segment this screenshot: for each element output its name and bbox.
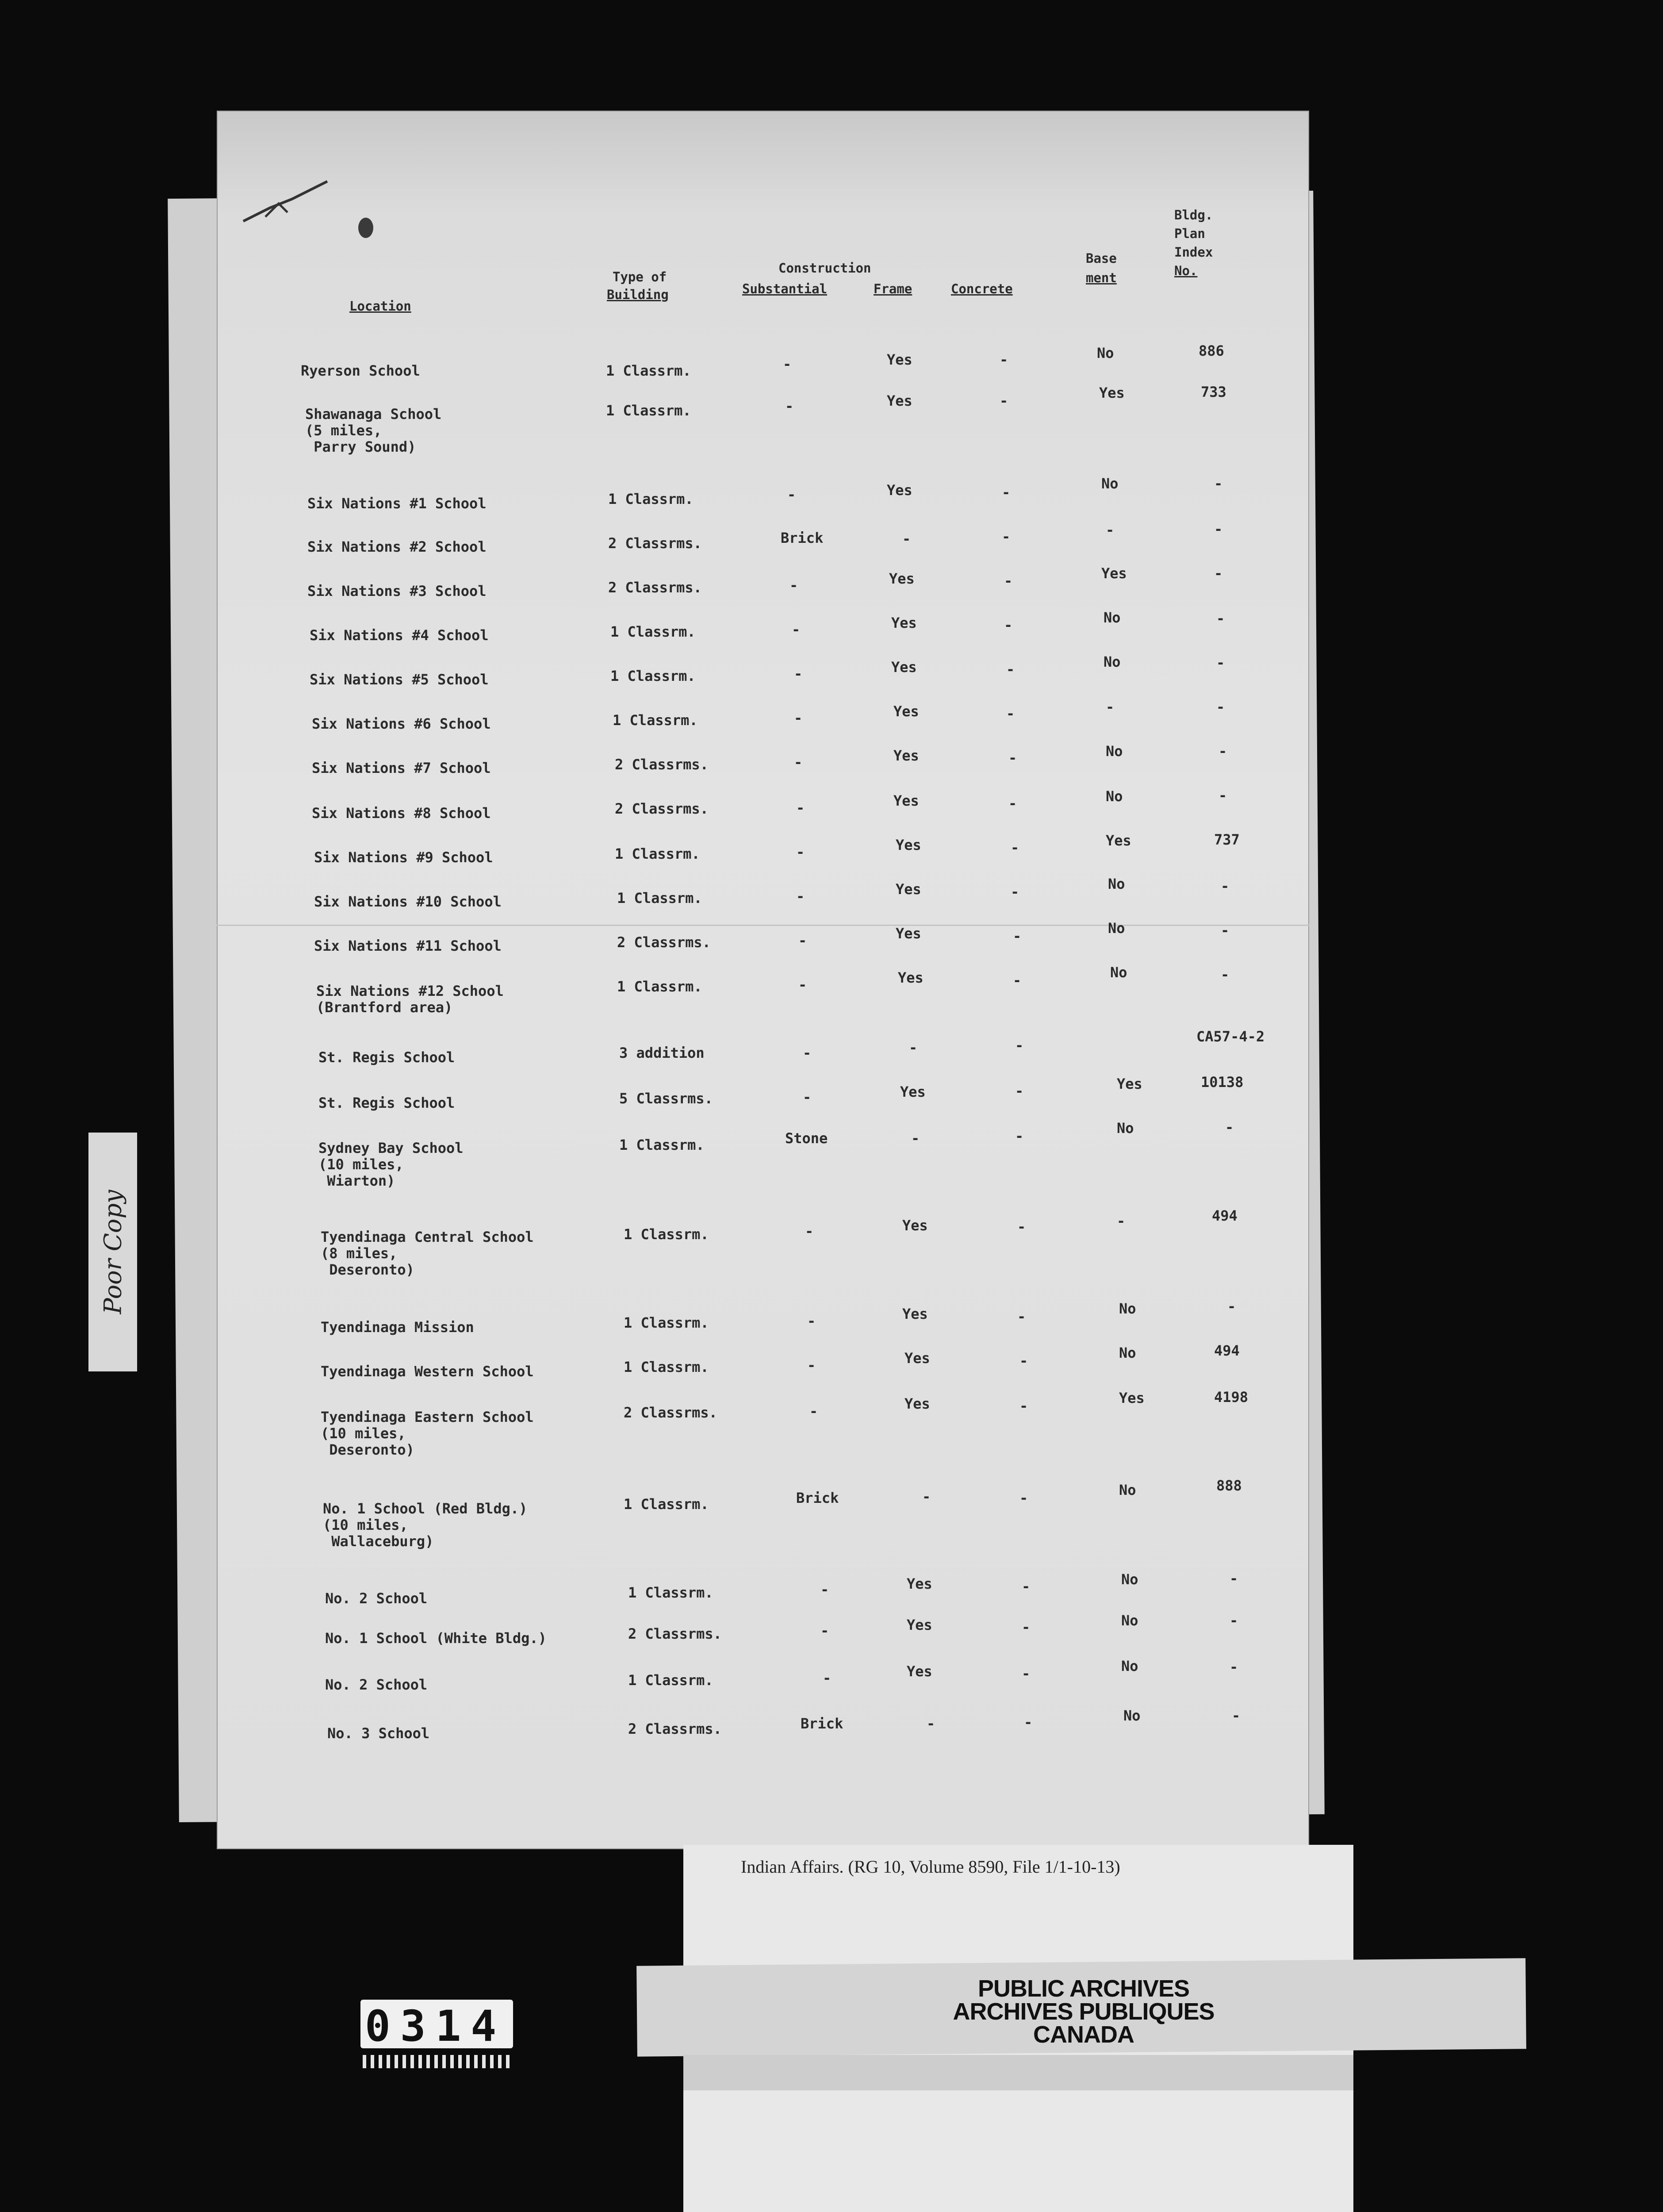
cell-type: 1 Classrm. xyxy=(615,845,700,862)
cell-index: 10138 xyxy=(1201,1074,1244,1091)
cell-substantial: - xyxy=(787,486,796,503)
cell-basement: No xyxy=(1104,609,1121,626)
cell-basement: No xyxy=(1106,743,1123,760)
cell-frame: Yes xyxy=(891,659,917,676)
cell-location: Six Nations #3 School xyxy=(307,583,487,599)
cell-substantial: - xyxy=(798,976,807,993)
punch-hole xyxy=(358,218,373,238)
cell-location: Tyendinaga Mission xyxy=(321,1319,474,1336)
cell-frame: Yes xyxy=(893,792,919,809)
cell-concrete: - xyxy=(1017,1308,1026,1325)
cell-concrete: - xyxy=(1004,572,1013,589)
cell-type: 1 Classrm. xyxy=(624,1226,709,1243)
cell-basement: No xyxy=(1117,1120,1134,1137)
cell-type: 2 Classrms. xyxy=(628,1720,722,1737)
cell-frame: Yes xyxy=(893,747,919,764)
header-basement-line1: Base xyxy=(1086,251,1117,266)
cell-concrete: - xyxy=(1000,392,1008,409)
header-type-line2: Building xyxy=(607,287,669,302)
cell-index: - xyxy=(1221,922,1230,939)
cell-location: Tyendinaga Western School xyxy=(321,1363,534,1380)
cell-concrete: - xyxy=(1015,1037,1024,1054)
cell-type: 2 Classrms. xyxy=(615,756,709,773)
cell-substantial: - xyxy=(789,577,798,594)
header-frame: Frame xyxy=(874,281,912,296)
cell-frame: Yes xyxy=(902,1306,928,1322)
cell-frame: Yes xyxy=(887,392,912,409)
cell-basement: - xyxy=(1106,522,1115,538)
cell-index: 733 xyxy=(1201,384,1226,400)
cell-frame: Yes xyxy=(907,1575,932,1592)
cell-type: 1 Classrm. xyxy=(628,1672,713,1689)
cell-type: 5 Classrms. xyxy=(619,1090,713,1107)
cell-basement: No xyxy=(1106,788,1123,805)
cell-basement: No xyxy=(1097,345,1114,361)
cell-frame: - xyxy=(922,1488,931,1505)
cell-substantial: Brick xyxy=(781,530,824,546)
cell-concrete: - xyxy=(1019,1490,1028,1506)
reference-text: Indian Affairs. (RG 10, Volume 8590, File 1/1-10-13) xyxy=(741,1857,1120,1877)
cell-type: 2 Classrms. xyxy=(624,1404,717,1421)
cell-type: 1 Classrm. xyxy=(610,623,696,640)
cell-location: Shawanaga School (5 miles, Parry Sound) xyxy=(305,406,442,455)
cell-index: 494 xyxy=(1212,1207,1238,1224)
cell-concrete: - xyxy=(1011,839,1019,856)
cell-type: 2 Classrms. xyxy=(617,934,711,951)
header-concrete: Concrete xyxy=(951,281,1013,296)
cell-substantial: - xyxy=(820,1622,829,1639)
cell-type: 1 Classrm. xyxy=(617,890,702,906)
header-index-line4: No. xyxy=(1174,263,1198,278)
header-index-line2: Plan xyxy=(1174,226,1205,241)
cell-basement: No xyxy=(1101,475,1119,492)
frame-ruler xyxy=(363,2055,513,2068)
frame-number: 0314 xyxy=(365,2001,506,2051)
stamp-line-2: ARCHIVES PUBLIQUES xyxy=(953,1998,1215,2025)
cell-location: Ryerson School xyxy=(301,362,420,379)
cell-frame: Yes xyxy=(907,1663,932,1680)
cell-index: - xyxy=(1216,654,1225,671)
cell-frame: - xyxy=(927,1715,935,1732)
cell-substantial: - xyxy=(809,1403,818,1420)
cell-frame: Yes xyxy=(887,351,912,368)
cell-index: - xyxy=(1232,1707,1241,1724)
cell-index: 737 xyxy=(1214,831,1240,848)
cell-frame: - xyxy=(911,1130,920,1147)
cell-basement: Yes xyxy=(1119,1390,1145,1406)
cell-basement: No xyxy=(1121,1658,1138,1674)
cell-location: Six Nations #2 School xyxy=(307,538,487,555)
cell-substantial: - xyxy=(794,754,803,771)
cell-index: - xyxy=(1214,521,1223,538)
header-index-line3: Index xyxy=(1174,245,1213,260)
handwritten-corner-mark xyxy=(239,173,336,239)
cell-index: - xyxy=(1230,1570,1238,1587)
cell-substantial: - xyxy=(796,844,805,860)
poor-copy-text: Poor Copy xyxy=(99,1190,127,1314)
cell-basement: No xyxy=(1108,876,1125,892)
cell-substantial: - xyxy=(803,1089,812,1106)
stamp-line-1: PUBLIC ARCHIVES xyxy=(977,1975,1190,2002)
cell-substantial: Stone xyxy=(785,1130,828,1147)
cell-concrete: - xyxy=(1008,795,1017,812)
cell-substantial: - xyxy=(807,1313,816,1329)
cell-type: 1 Classrm. xyxy=(606,402,691,419)
cell-index: 888 xyxy=(1216,1477,1242,1494)
cell-frame: Yes xyxy=(893,703,919,720)
cell-basement: Yes xyxy=(1106,832,1131,849)
cell-frame: Yes xyxy=(907,1617,932,1633)
cell-location: No. 2 School xyxy=(325,1676,428,1693)
cell-location: St. Regis School xyxy=(318,1049,455,1066)
cell-index: - xyxy=(1216,699,1225,715)
cell-concrete: - xyxy=(1002,528,1011,545)
cell-substantial: - xyxy=(796,888,805,905)
cell-concrete: - xyxy=(1013,928,1022,945)
cell-frame: - xyxy=(909,1039,918,1056)
cell-basement: - xyxy=(1106,699,1115,715)
cell-concrete: - xyxy=(1006,705,1015,722)
cell-location: Six Nations #11 School xyxy=(314,937,502,954)
cell-frame: Yes xyxy=(900,1083,926,1100)
cell-index: - xyxy=(1225,1119,1234,1136)
cell-concrete: - xyxy=(1006,661,1015,678)
cell-substantial: - xyxy=(796,799,805,816)
cell-substantial: - xyxy=(794,710,803,726)
cell-substantial: - xyxy=(798,932,807,949)
cell-substantial: - xyxy=(805,1223,814,1240)
cell-basement: - xyxy=(1117,1213,1126,1229)
cell-basement: No xyxy=(1119,1344,1136,1361)
cell-concrete: - xyxy=(1002,484,1011,501)
cell-concrete: - xyxy=(1019,1398,1028,1414)
cell-type: 1 Classrm. xyxy=(624,1359,709,1375)
cell-concrete: - xyxy=(1024,1714,1033,1731)
cell-location: Six Nations #4 School xyxy=(310,627,489,644)
cell-substantial: Brick xyxy=(801,1715,843,1732)
cell-basement: Yes xyxy=(1099,384,1125,401)
cell-location: Tyendinaga Eastern School (10 miles, Deseronto) xyxy=(321,1409,534,1458)
cell-frame: Yes xyxy=(896,881,921,898)
cell-index: - xyxy=(1219,743,1227,760)
cell-frame: - xyxy=(902,530,911,547)
cell-basement: Yes xyxy=(1101,565,1127,582)
header-type-line1: Type of xyxy=(613,269,667,284)
cell-location: Sydney Bay School (10 miles, Wiarton) xyxy=(318,1140,464,1189)
cell-substantial: - xyxy=(783,356,792,373)
cell-type: 3 addition xyxy=(619,1045,705,1061)
cell-substantial: - xyxy=(792,621,801,638)
cell-concrete: - xyxy=(1022,1665,1031,1682)
cell-type: 1 Classrm. xyxy=(619,1137,705,1153)
stamp-line-3: CANADA xyxy=(1033,2021,1134,2048)
cell-location: No. 2 School xyxy=(325,1590,428,1607)
cell-type: 1 Classrm. xyxy=(606,362,691,379)
frame-number-plate xyxy=(360,2000,513,2051)
cell-concrete: - xyxy=(1022,1619,1031,1636)
cell-frame: Yes xyxy=(904,1350,930,1367)
cell-index: - xyxy=(1230,1659,1238,1675)
cell-concrete: - xyxy=(1011,883,1019,900)
cell-frame: Yes xyxy=(889,570,915,587)
cell-type: 1 Classrm. xyxy=(617,978,702,995)
cell-location: Tyendinaga Central School (8 miles, Deseronto) xyxy=(321,1229,534,1278)
cell-basement: No xyxy=(1123,1707,1141,1724)
poor-copy-tag xyxy=(88,1133,137,1371)
cell-index: 4198 xyxy=(1214,1389,1249,1406)
cell-substantial: - xyxy=(794,665,803,682)
cell-index: 886 xyxy=(1199,342,1224,359)
cell-basement: No xyxy=(1108,920,1125,937)
cell-frame: Yes xyxy=(887,482,912,499)
cell-type: 2 Classrms. xyxy=(615,800,709,817)
cell-index: - xyxy=(1221,966,1230,983)
cell-concrete: - xyxy=(1000,351,1008,368)
header-location: Location xyxy=(349,299,411,314)
cell-index: - xyxy=(1216,610,1225,627)
cell-location: Six Nations #12 School (Brantford area) xyxy=(316,983,504,1016)
cell-frame: Yes xyxy=(904,1395,930,1412)
cell-basement: No xyxy=(1119,1300,1136,1317)
cell-index: - xyxy=(1219,787,1227,804)
header-index-line1: Bldg. xyxy=(1174,207,1213,223)
cell-frame: Yes xyxy=(896,837,921,853)
cell-type: 1 Classrm. xyxy=(610,668,696,684)
cell-location: St. Regis School xyxy=(318,1094,455,1111)
cell-frame: Yes xyxy=(902,1217,928,1234)
cell-substantial: Brick xyxy=(796,1490,839,1506)
cell-type: 2 Classrms. xyxy=(608,579,702,596)
cell-location: Six Nations #6 School xyxy=(312,715,491,732)
cell-basement: No xyxy=(1121,1571,1138,1588)
cell-frame: Yes xyxy=(896,925,921,942)
header-construction: Construction xyxy=(778,261,871,276)
cell-index: - xyxy=(1230,1612,1238,1629)
archive-stamp-band-lower xyxy=(683,2055,1353,2090)
cell-location: No. 3 School xyxy=(327,1725,430,1742)
cell-concrete: - xyxy=(1008,749,1017,766)
cell-basement: No xyxy=(1121,1612,1138,1629)
cell-location: Six Nations #9 School xyxy=(314,849,493,866)
cell-substantial: - xyxy=(807,1357,816,1374)
cell-location: No. 1 School (Red Bldg.) (10 miles, Wallaceburg) xyxy=(323,1500,528,1550)
cell-type: 2 Classrms. xyxy=(608,535,702,552)
cell-basement: No xyxy=(1104,653,1121,670)
cell-index: 494 xyxy=(1214,1342,1240,1359)
cell-substantial: - xyxy=(803,1045,812,1061)
cell-location: Six Nations #10 School xyxy=(314,893,502,910)
cell-concrete: - xyxy=(1019,1352,1028,1369)
cell-type: 1 Classrm. xyxy=(628,1584,713,1601)
cell-substantial: - xyxy=(823,1670,832,1686)
cell-type: 1 Classrm. xyxy=(608,491,694,507)
cell-concrete: - xyxy=(1015,1128,1024,1144)
cell-concrete: - xyxy=(1013,972,1022,989)
cell-type: 1 Classrm. xyxy=(624,1496,709,1513)
cell-location: Six Nations #7 School xyxy=(312,760,491,776)
cell-concrete: - xyxy=(1004,617,1013,634)
cell-basement: No xyxy=(1110,964,1127,981)
cell-index: - xyxy=(1214,565,1223,582)
cell-index: - xyxy=(1221,878,1230,895)
cell-index: CA57-4-2 xyxy=(1196,1028,1265,1045)
cell-location: Six Nations #5 School xyxy=(310,671,489,688)
cell-concrete: - xyxy=(1022,1578,1031,1595)
cell-location: No. 1 School (White Bldg.) xyxy=(325,1630,547,1647)
cell-substantial: - xyxy=(820,1581,829,1598)
cell-location: Six Nations #1 School xyxy=(307,495,487,512)
cell-type: 2 Classrms. xyxy=(628,1625,722,1642)
cell-type: 1 Classrm. xyxy=(613,712,698,729)
cell-type: 1 Classrm. xyxy=(624,1314,709,1331)
cell-frame: Yes xyxy=(898,969,923,986)
cell-location: Six Nations #8 School xyxy=(312,805,491,822)
header-substantial: Substantial xyxy=(742,281,828,296)
cell-basement: Yes xyxy=(1117,1075,1142,1092)
header-basement-line2: ment xyxy=(1086,270,1117,285)
cell-substantial: - xyxy=(785,398,794,415)
cell-index: - xyxy=(1214,475,1223,492)
fold-line xyxy=(217,925,1309,926)
cell-frame: Yes xyxy=(891,614,917,631)
cell-index: - xyxy=(1227,1298,1236,1315)
cell-basement: No xyxy=(1119,1482,1136,1498)
cell-concrete: - xyxy=(1017,1218,1026,1235)
cell-concrete: - xyxy=(1015,1083,1024,1099)
